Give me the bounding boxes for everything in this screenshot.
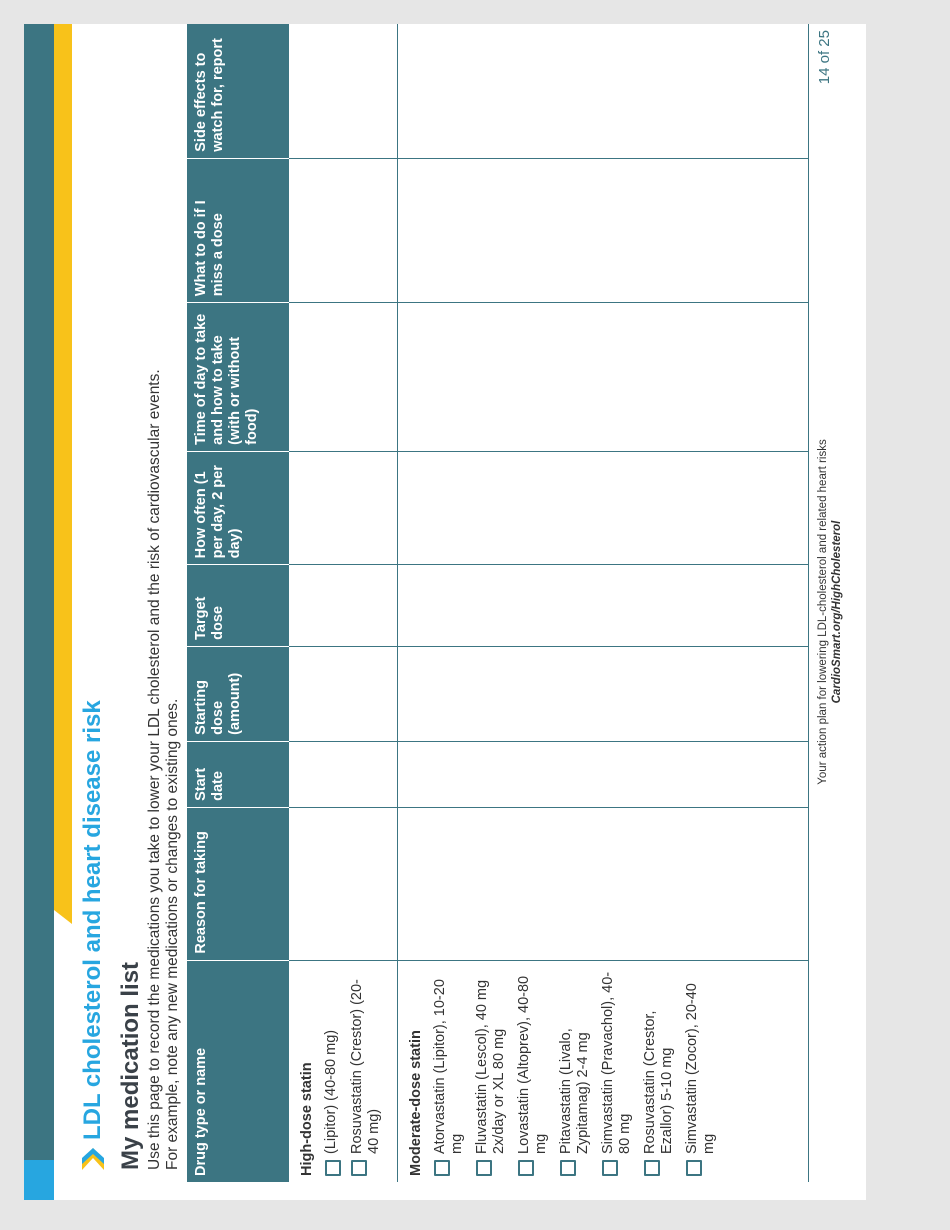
- top-band: [24, 24, 54, 1200]
- col-start-date: Start date: [187, 741, 289, 807]
- chevron-right-icon: [82, 1148, 104, 1170]
- target-dose-cell[interactable]: [397, 565, 808, 647]
- intro-text: [146, 70, 182, 1170]
- drug-item[interactable]: Atorvastatin (Lipitor), 10-20 mg: [430, 961, 472, 1182]
- checkbox[interactable]: [434, 1160, 450, 1176]
- col-reason: Reason for taking: [187, 807, 289, 960]
- checkbox[interactable]: [476, 1160, 492, 1176]
- time-of-day-cell[interactable]: [289, 303, 397, 452]
- page-sheet: [24, 24, 866, 1200]
- checkbox[interactable]: [351, 1160, 367, 1176]
- drug-cell: [289, 960, 397, 1182]
- how-often-cell[interactable]: [397, 451, 808, 565]
- start-date-cell[interactable]: [289, 741, 397, 807]
- checkbox[interactable]: [518, 1160, 534, 1176]
- header: [76, 700, 110, 1170]
- table-header-row: [187, 24, 289, 1182]
- drug-item[interactable]: (Lipitor) (40-80 mg): [321, 961, 347, 1182]
- yellow-band: [54, 24, 72, 1200]
- side-effects-cell[interactable]: [289, 24, 397, 158]
- rotated-page: [24, 24, 866, 1200]
- drug-item[interactable]: Pitavastatin (Livalo, Zypitamag) 2-4 mg: [556, 961, 598, 1182]
- checkbox[interactable]: [644, 1160, 660, 1176]
- time-of-day-cell[interactable]: [397, 303, 808, 452]
- footer: [816, 24, 844, 1200]
- missed-dose-cell[interactable]: [289, 158, 397, 302]
- col-starting-dose: Starting dose (amount): [187, 646, 289, 741]
- drug-item[interactable]: Rosuvastatin (Crestor, Ezallor) 5-10 mg: [640, 961, 682, 1182]
- medication-table: [187, 24, 809, 1182]
- side-effects-cell[interactable]: [397, 24, 808, 158]
- col-side-effects: Side effects to watch for, report: [187, 24, 289, 158]
- intro-line-1: Use this page to record the medications you take to lower your LDL cholesterol and the risk of cardiovascular events.: [146, 369, 163, 1170]
- header-title: LDL cholesterol and heart disease risk: [79, 700, 106, 1140]
- col-missed-dose: What to do if I miss a dose: [187, 158, 289, 302]
- drug-item[interactable]: Rosuvastatin (Crestor) (20-40 mg): [347, 961, 389, 1182]
- intro-line-2: For example, note any new medications or changes to existing ones.: [164, 698, 181, 1170]
- drug-item[interactable]: Lovastatin (Altoprev), 40-80 mg: [514, 961, 556, 1182]
- footer-line-1: Your action plan for lowering LDL-cholesterol and related heart risks: [817, 439, 829, 785]
- top-band-accent: [24, 1160, 54, 1200]
- checkbox[interactable]: [686, 1160, 702, 1176]
- starting-dose-cell[interactable]: [289, 646, 397, 741]
- footer-link[interactable]: CardioSmart.org/HighCholesterol: [831, 520, 843, 704]
- col-time-of-day: Time of day to take and how to take (with or without food): [187, 303, 289, 452]
- target-dose-cell[interactable]: [289, 565, 397, 647]
- checkbox[interactable]: [560, 1160, 576, 1176]
- section-title: My medication list: [117, 961, 144, 1170]
- missed-dose-cell[interactable]: [397, 158, 808, 302]
- category-label: High-dose statin: [299, 1062, 315, 1176]
- reason-cell[interactable]: [289, 807, 397, 960]
- reason-cell[interactable]: [397, 807, 808, 960]
- table-row: [397, 24, 808, 1182]
- starting-dose-cell[interactable]: [397, 646, 808, 741]
- col-drug: Drug type or name: [187, 960, 289, 1182]
- checkbox[interactable]: [602, 1160, 618, 1176]
- drug-item[interactable]: Simvastatin (Pravachol), 40-80 mg: [598, 961, 640, 1182]
- col-how-often: How often (1 per day, 2 per day): [187, 451, 289, 565]
- table-row: [289, 24, 397, 1182]
- page-number: 14 of 25: [816, 30, 833, 85]
- drug-item[interactable]: Simvastatin (Zocor), 20-40 mg: [682, 961, 724, 1182]
- how-often-cell[interactable]: [289, 451, 397, 565]
- start-date-cell[interactable]: [397, 741, 808, 807]
- checkbox[interactable]: [325, 1160, 341, 1176]
- drug-cell: [397, 960, 808, 1182]
- drug-item[interactable]: Fluvastatin (Lescol), 40 mg 2x/day or XL 80 mg: [472, 961, 514, 1182]
- category-label: Moderate-dose statin: [407, 1030, 424, 1176]
- col-target-dose: Target dose: [187, 565, 289, 647]
